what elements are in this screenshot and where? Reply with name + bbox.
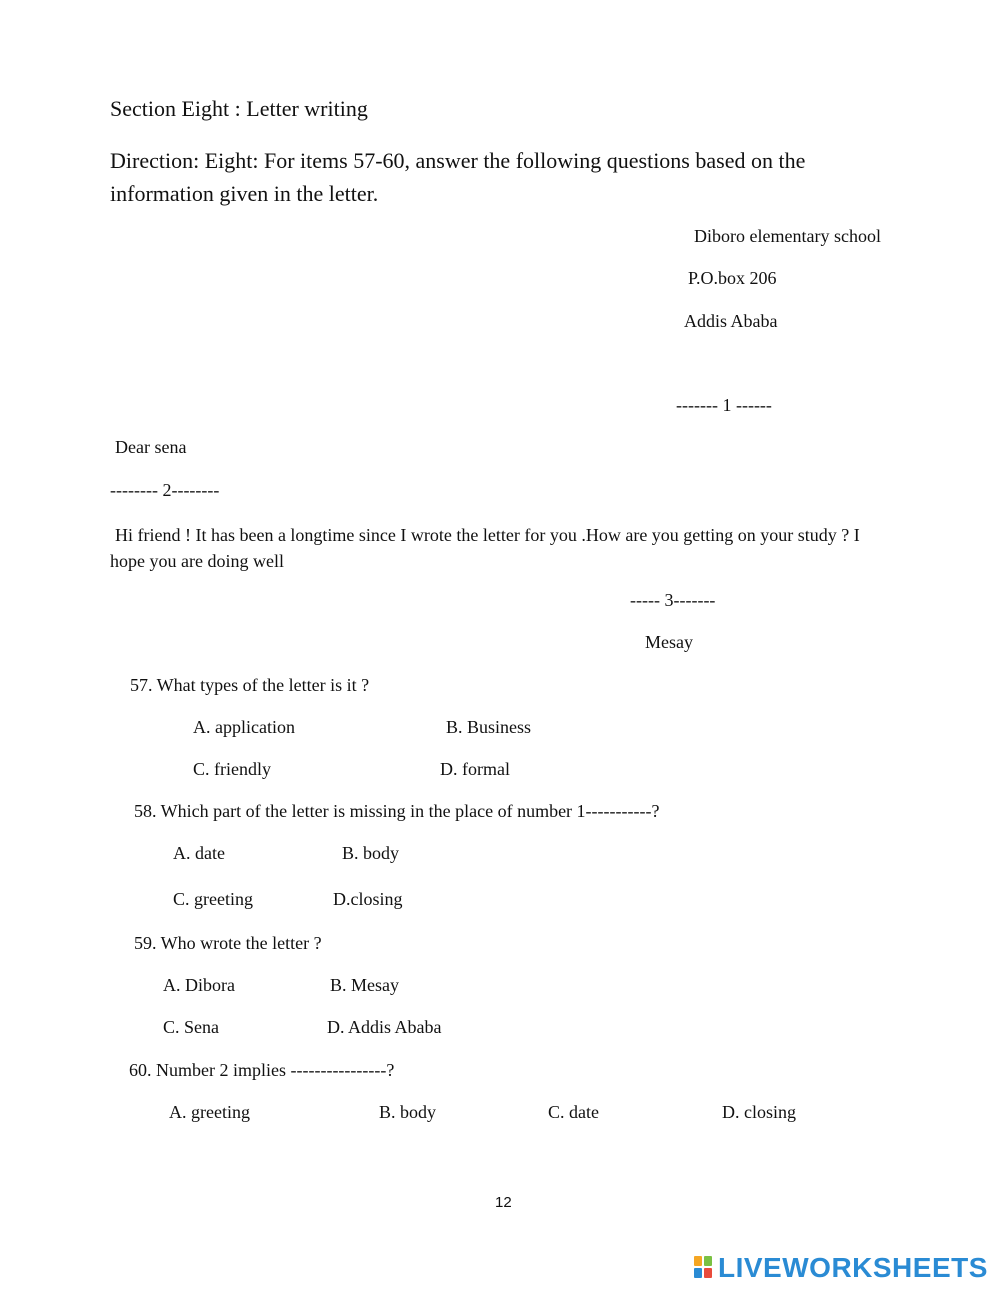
q59-option-a[interactable]: A. Dibora: [163, 975, 235, 995]
q60-option-b[interactable]: B. body: [379, 1102, 437, 1122]
q60-option-d[interactable]: D. closing: [722, 1102, 796, 1122]
page-number: 12: [495, 1194, 512, 1211]
q57-option-c[interactable]: C. friendly: [193, 759, 271, 779]
question-58: 58. Which part of the letter is missing in the place of number 1-----------?: [134, 801, 660, 821]
letter-signature: Mesay: [645, 632, 693, 652]
q58-option-b[interactable]: B. body: [342, 843, 400, 863]
question-59: 59. Who wrote the letter ?: [134, 933, 322, 953]
q60-option-a[interactable]: A. greeting: [169, 1102, 250, 1122]
letter-salutation: Dear sena: [115, 437, 187, 457]
q59-option-c[interactable]: C. Sena: [163, 1017, 219, 1037]
section-title: Section Eight : Letter writing: [110, 96, 368, 121]
letter-blank-2: -------- 2--------: [110, 480, 220, 500]
letter-address-line3: Addis Ababa: [684, 311, 778, 331]
liveworksheets-logo-text: LIVEWORKSHEETS: [718, 1252, 988, 1283]
letter-body: Hi friend ! It has been a longtime since I wrote the letter for you .How are you getting on your study ? I hope you are doing well: [110, 525, 860, 571]
liveworksheets-logo: [694, 1254, 988, 1282]
q58-option-c[interactable]: C. greeting: [173, 889, 253, 909]
q59-option-b[interactable]: B. Mesay: [330, 975, 399, 995]
question-60: 60. Number 2 implies ----------------?: [129, 1060, 395, 1080]
q60-option-c[interactable]: C. date: [548, 1102, 599, 1122]
liveworksheets-logo-icon: [694, 1256, 714, 1280]
q58-option-d[interactable]: D.closing: [333, 889, 403, 909]
q57-option-a[interactable]: A. application: [193, 717, 295, 737]
q57-option-d[interactable]: D. formal: [440, 759, 510, 779]
q58-option-a[interactable]: A. date: [173, 843, 225, 863]
q59-option-d[interactable]: D. Addis Ababa: [327, 1017, 442, 1037]
letter-address-line2: P.O.box 206: [688, 268, 777, 288]
letter-address-line1: Diboro elementary school: [694, 226, 881, 246]
direction-text: Direction: Eight: For items 57-60, answer the following questions based on the information given in the letter.: [110, 148, 806, 206]
q57-option-b[interactable]: B. Business: [446, 717, 532, 737]
question-57: 57. What types of the letter is it ?: [130, 675, 370, 695]
letter-blank-3: ----- 3-------: [630, 590, 716, 610]
letter-blank-1: ------- 1 ------: [676, 395, 772, 415]
